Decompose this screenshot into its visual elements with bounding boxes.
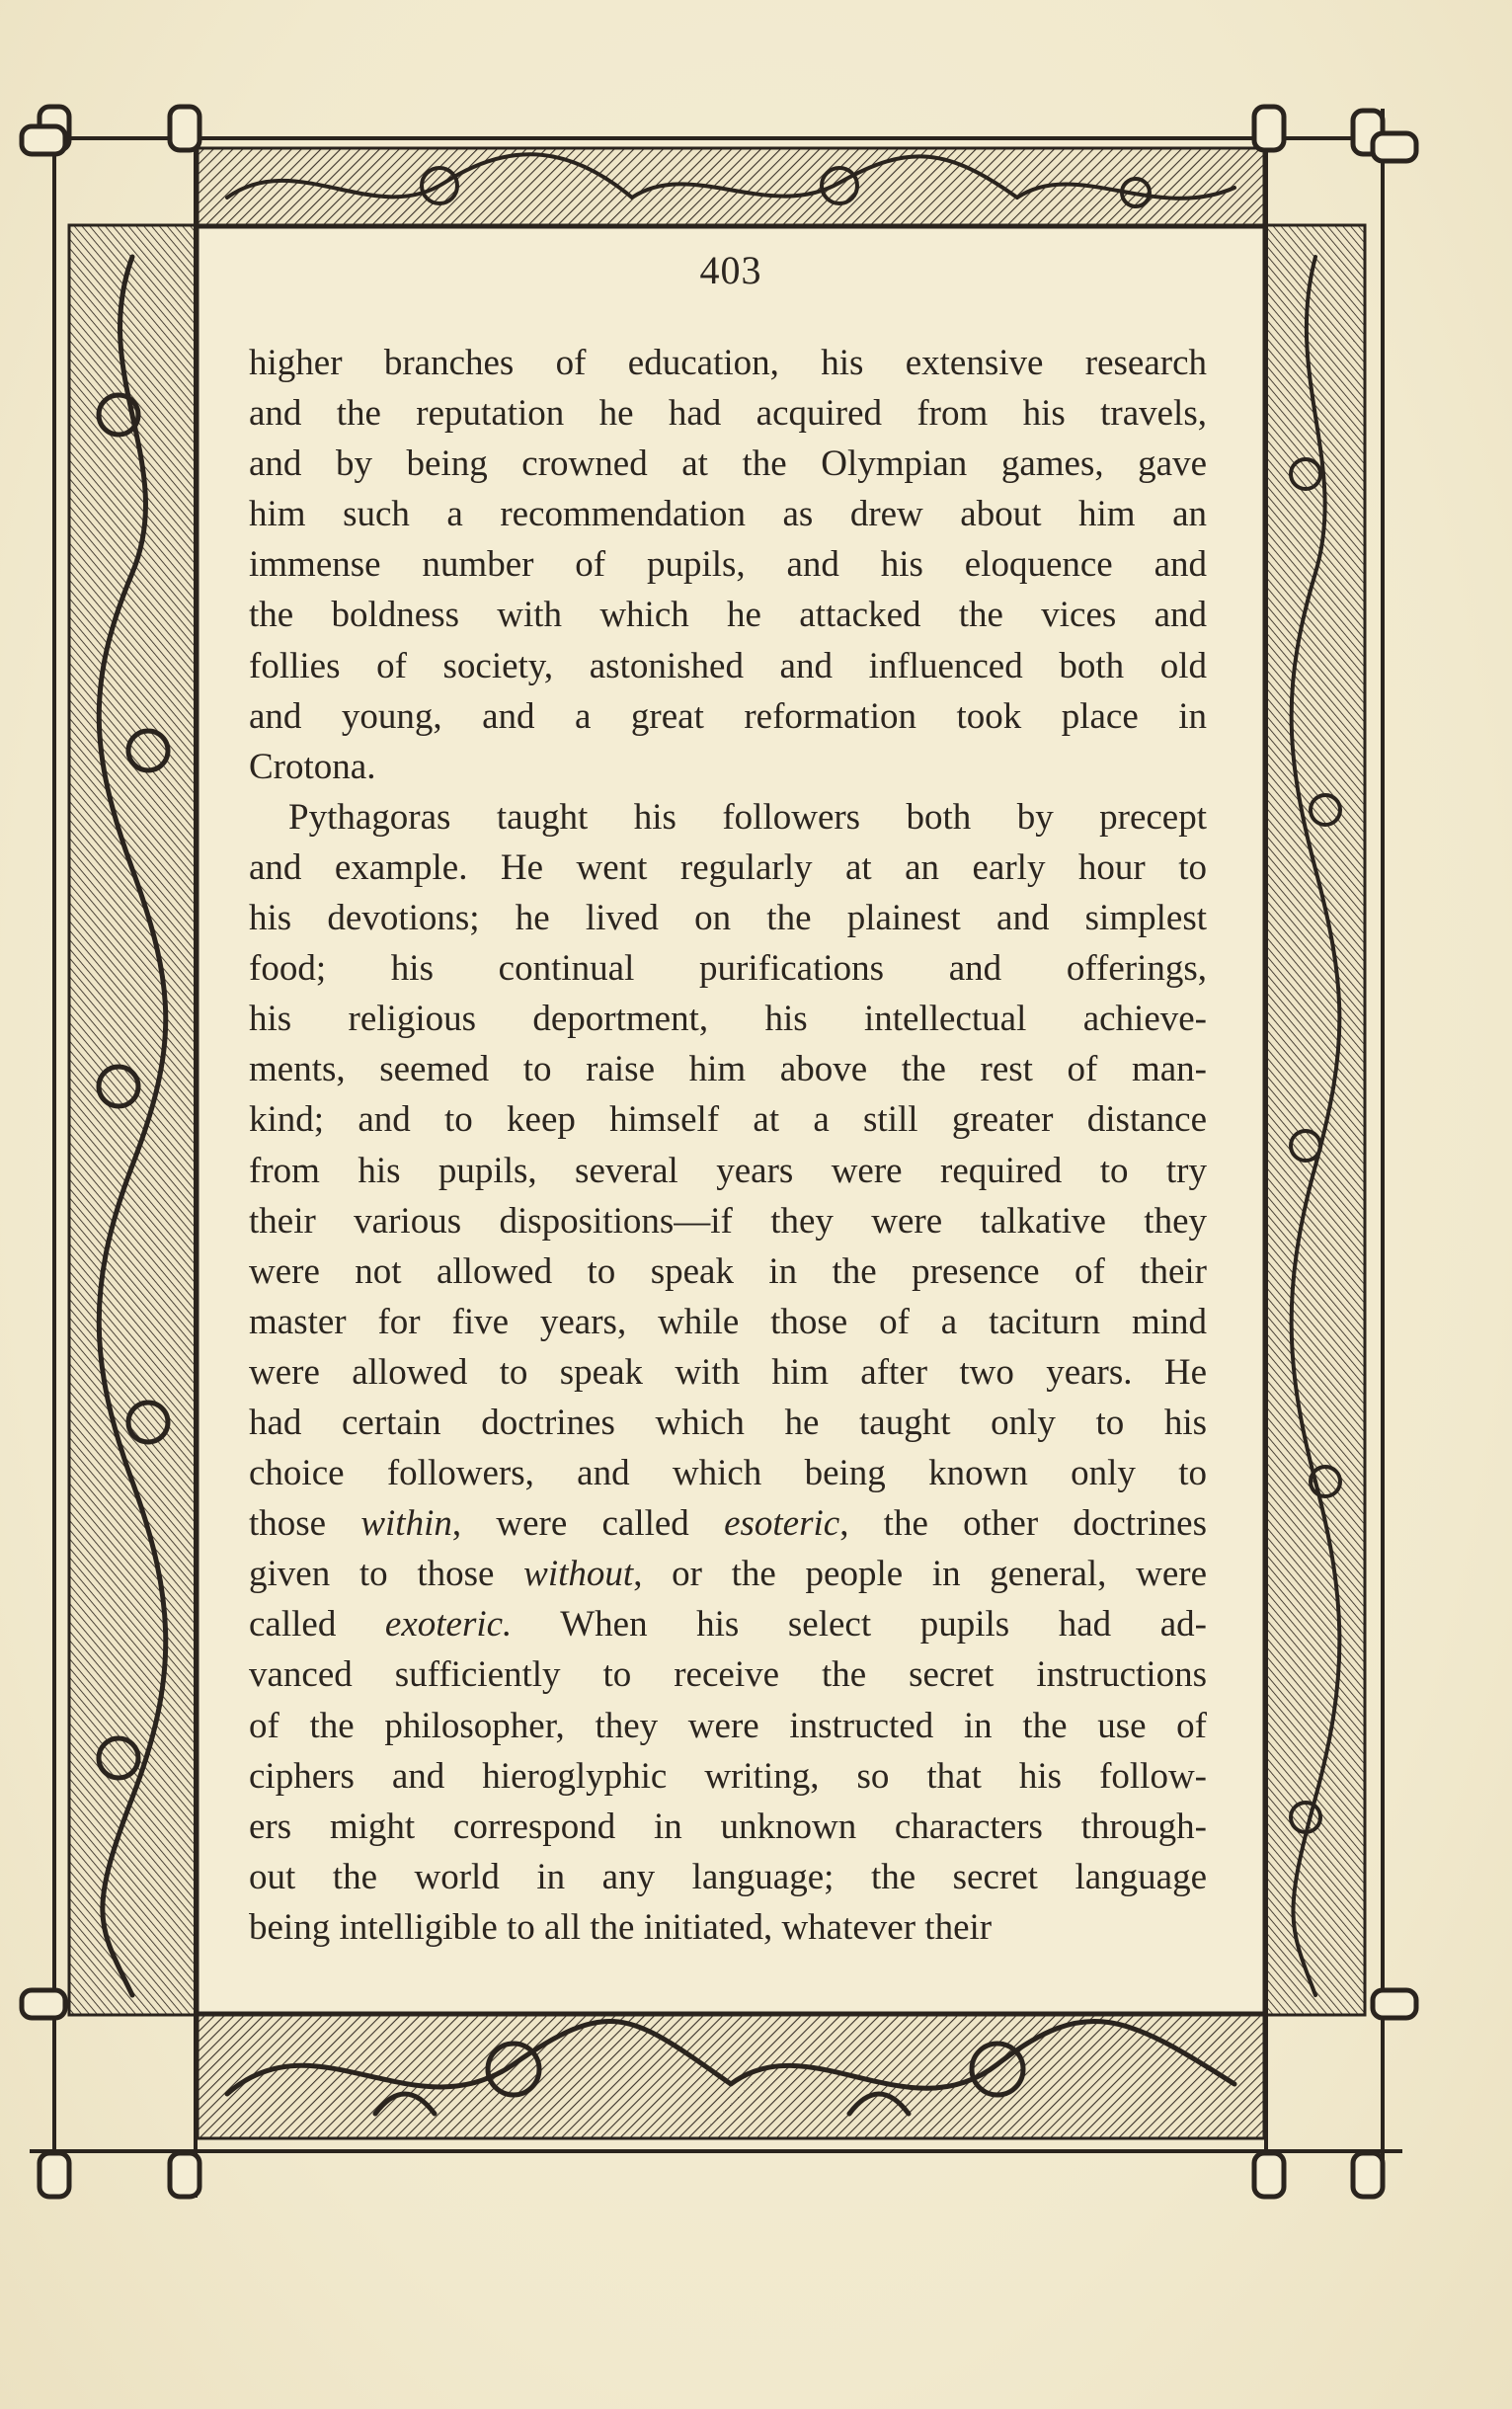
- italic-term: esoteric: [724, 1503, 840, 1545]
- text-segment: were allowed to speak with him after two years. He: [249, 1351, 1207, 1393]
- text-segment: vanced sufficiently to receive the secret instructions: [249, 1654, 1207, 1696]
- text-line: [249, 1498, 1207, 1549]
- text-line: [249, 1649, 1207, 1700]
- text-line: [249, 691, 1207, 742]
- text-segment: Pythagoras taught his followers both by precept: [288, 796, 1207, 838]
- text-segment: his devotions; he lived on the plainest and simplest: [249, 898, 1207, 939]
- text-line: [249, 943, 1207, 994]
- text-segment: and young, and a great reformation took place in: [249, 695, 1207, 737]
- text-line: [249, 1196, 1207, 1246]
- text-line: [249, 1094, 1207, 1145]
- paragraph: [249, 792, 1207, 1953]
- text-line: [249, 1246, 1207, 1297]
- page-number: 403: [699, 248, 762, 292]
- body-text: [249, 338, 1207, 1953]
- text-line: [249, 994, 1207, 1044]
- text-line: [249, 338, 1207, 388]
- text-segment: , or the people in general, were: [633, 1554, 1207, 1595]
- paragraph: [249, 338, 1207, 792]
- text-line: [249, 1802, 1207, 1852]
- text-segment: those: [249, 1503, 361, 1545]
- text-segment: , were called: [451, 1503, 725, 1545]
- text-segment: of the philosopher, they were instructed in the use of: [249, 1705, 1207, 1746]
- text-segment: from his pupils, several years were required to try: [249, 1150, 1207, 1191]
- text-segment: their various dispositions—if they were talkative they: [249, 1200, 1207, 1242]
- text-segment: kind; and to keep himself at a still greater distance: [249, 1099, 1207, 1141]
- text-line: [249, 1751, 1207, 1802]
- text-segment: ments, seemed to raise him above the rest of man-: [249, 1049, 1207, 1090]
- text-line: [249, 1347, 1207, 1398]
- text-segment: had certain doctrines which he taught only to his: [249, 1402, 1207, 1443]
- text-line: [249, 1448, 1207, 1498]
- text-segment: were not allowed to speak in the presence of their: [249, 1250, 1207, 1292]
- text-segment: , the other doctrines: [839, 1503, 1207, 1545]
- text-segment: food; his continual purifications and offerings,: [249, 948, 1207, 990]
- text-line: [249, 489, 1207, 539]
- text-segment: and by being crowned at the Olympian games, gave: [249, 443, 1207, 485]
- text-segment: higher branches of education, his extensive research: [249, 343, 1207, 383]
- text-line: [249, 1146, 1207, 1196]
- italic-term: within: [360, 1503, 452, 1545]
- text-segment: and the reputation he had acquired from his travels,: [249, 393, 1207, 435]
- text-segment: ciphers and hieroglyphic writing, so that his follow-: [249, 1755, 1207, 1797]
- text-segment: the boldness with which he attacked the vices and: [249, 595, 1207, 636]
- text-segment: given to those: [249, 1554, 524, 1595]
- text-segment: and example. He went regularly at an early hour to: [249, 846, 1207, 888]
- text-segment: choice followers, and which being known only to: [249, 1453, 1207, 1494]
- text-line: [249, 539, 1207, 590]
- text-line: [249, 1852, 1207, 1902]
- text-line: [249, 1599, 1207, 1649]
- text-line: [249, 1044, 1207, 1094]
- text-line: [249, 439, 1207, 489]
- text-line: [249, 1297, 1207, 1347]
- text-line: [249, 388, 1207, 439]
- text-line: [249, 893, 1207, 943]
- text-segment: being intelligible to all the initiated, whatever their: [249, 1906, 993, 1948]
- text-line: [249, 843, 1207, 893]
- text-segment: called: [249, 1604, 385, 1646]
- text-line: [249, 1701, 1207, 1751]
- text-line: [249, 1549, 1207, 1599]
- text-segment: Crotona.: [249, 746, 376, 787]
- text-segment: ers might correspond in unknown characters through-: [249, 1806, 1207, 1847]
- text-segment: master for five years, while those of a taciturn mind: [249, 1301, 1207, 1342]
- text-segment: his religious deportment, his intellectual achieve-: [249, 999, 1207, 1040]
- text-segment: immense number of pupils, and his eloquence and: [249, 544, 1207, 586]
- italic-term: exoteric.: [384, 1604, 513, 1646]
- text-segment: out the world in any language; the secret language: [249, 1856, 1207, 1897]
- text-line: [249, 641, 1207, 691]
- text-segment: When his select pupils had ad-: [512, 1604, 1207, 1646]
- text-line: [249, 1398, 1207, 1448]
- text-line: [249, 1902, 1207, 1953]
- text-line: [249, 590, 1207, 640]
- text-segment: follies of society, astonished and influenced both old: [249, 645, 1207, 686]
- italic-term: without: [523, 1554, 634, 1595]
- text-segment: him such a recommendation as drew about him an: [249, 494, 1207, 535]
- text-line: [249, 792, 1207, 843]
- text-line: [249, 742, 1207, 792]
